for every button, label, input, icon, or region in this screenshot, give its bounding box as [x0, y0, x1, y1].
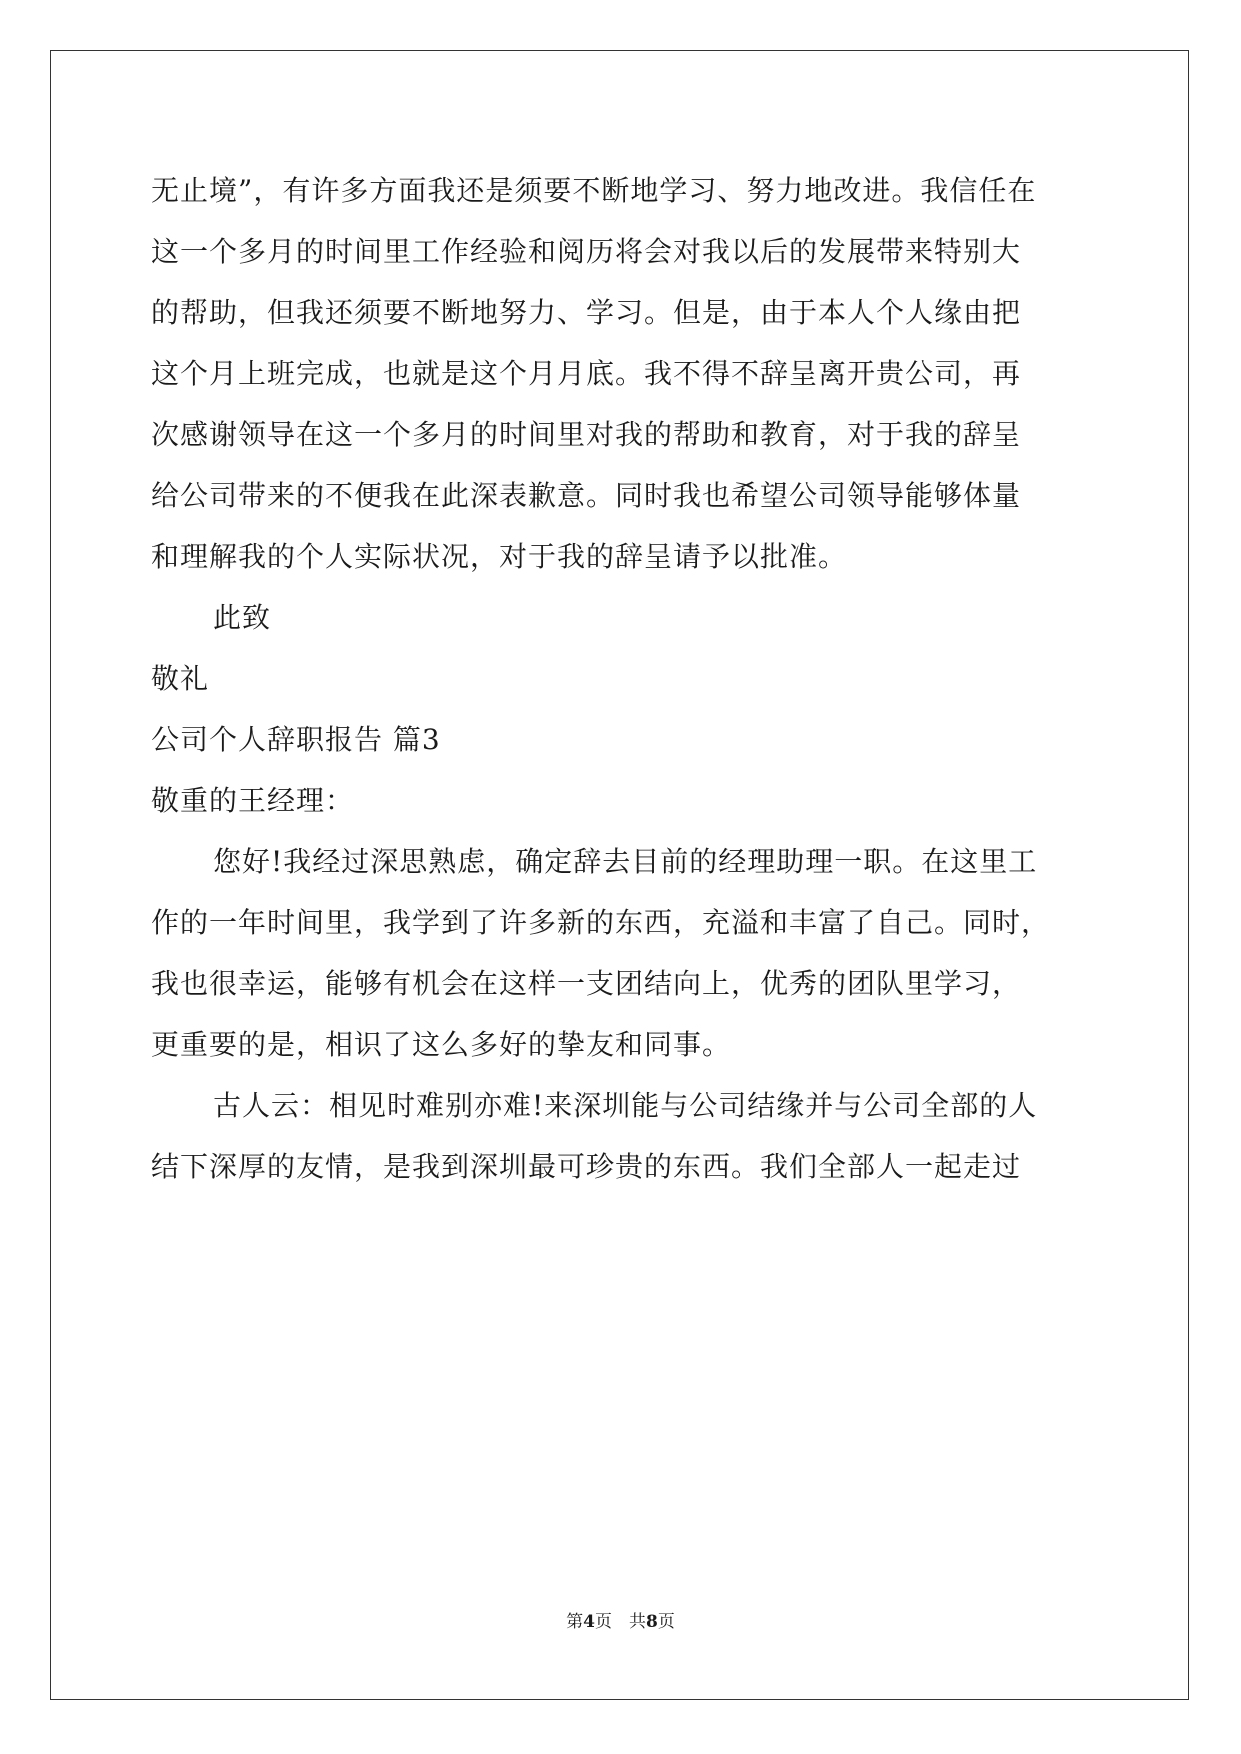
text-line-15: 更重要的是，相识了这么多好的挚友和同事。 [151, 1028, 732, 1061]
text-line-13: 作的一年时间里，我学到了许多新的东西，充溢和丰富了自己。同时， [151, 906, 1051, 939]
footer-suffix: 页 [657, 1612, 675, 1632]
text-line-14: 我也很幸运，能够有机会在这样一支团结向上，优秀的团队里学习， [151, 967, 1022, 1000]
text-line-4: 这个月上班完成，也就是这个月月底。我不得不辞呈离开贵公司，再 [151, 357, 1022, 390]
footer-prefix: 第 [566, 1612, 584, 1632]
text-line-16: 古人云：相见时难别亦难!来深圳能与公司结缘并与公司全部的人 [213, 1089, 1038, 1122]
text-line-7: 和理解我的个人实际状况，对于我的辞呈请予以批准。 [151, 540, 848, 573]
current-page-number: 4 [583, 1612, 595, 1632]
closing-salutation: 此致 [213, 601, 272, 634]
footer-middle: 页 共 [595, 1612, 646, 1632]
greeting: 敬重的王经理： [151, 784, 355, 817]
page-footer [0, 1610, 1241, 1634]
section-heading: 公司个人辞职报告 篇3 [151, 723, 441, 756]
text-line-6: 给公司带来的不便我在此深表歉意。同时我也希望公司领导能够体量 [151, 479, 1022, 512]
total-page-count: 8 [646, 1612, 658, 1632]
text-line-12: 您好!我经过深思熟虑，确定辞去目前的经理助理一职。在这里工 [213, 845, 1038, 878]
closing-regards: 敬礼 [151, 662, 210, 695]
text-line-17: 结下深厚的友情，是我到深圳最可珍贵的东西。我们全部人一起走过 [151, 1150, 1022, 1183]
text-line-5: 次感谢领导在这一个多月的时间里对我的帮助和教育，对于我的辞呈 [151, 418, 1022, 451]
text-line-2: 这一个多月的时间里工作经验和阅历将会对我以后的发展带来特别大 [151, 235, 1022, 268]
text-line-1: 无止境”，有许多方面我还是须要不断地学习、努力地改进。我信任在 [151, 174, 1037, 207]
text-line-3: 的帮助，但我还须要不断地努力、学习。但是，由于本人个人缘由把 [151, 296, 1022, 329]
document-body [151, 160, 1091, 1197]
